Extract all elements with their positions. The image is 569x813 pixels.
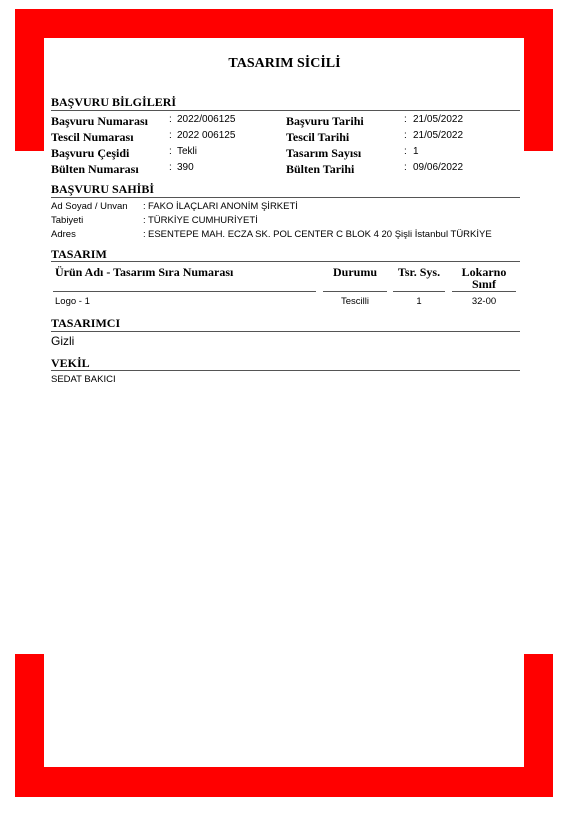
colon: :: [143, 215, 146, 226]
value-basvuru-numarasi: 2022/006125: [177, 114, 236, 125]
column-underline: [393, 291, 445, 292]
colon: :: [404, 146, 407, 157]
section-heading-basvuru-bilgileri: BAŞVURU BİLGİLERİ: [51, 95, 177, 109]
colon: :: [404, 162, 407, 173]
value-tescil-numarasi: 2022 006125: [177, 130, 236, 141]
colon: :: [143, 229, 146, 240]
colon: :: [169, 114, 172, 125]
label-bulten-numarasi: Bülten Numarası: [51, 162, 139, 176]
colon: :: [404, 114, 407, 125]
column-underline: [452, 291, 516, 292]
value-bulten-tarihi: 09/06/2022: [413, 162, 464, 173]
colon: :: [169, 146, 172, 157]
section-rule: [51, 197, 520, 198]
label-tescil-numarasi: Tescil Numarası: [51, 130, 134, 144]
section-heading-vekil: VEKİL: [51, 356, 90, 370]
section-rule: [51, 370, 520, 371]
cell-tsr-sys: 1: [416, 296, 422, 307]
column-header-urun-adi: Ürün Adı - Tasarım Sıra Numarası: [55, 265, 234, 279]
colon: :: [404, 130, 407, 141]
section-heading-tasarim: TASARIM: [51, 247, 107, 261]
value-bulten-numarasi: 390: [177, 162, 194, 173]
cell-urun-adi: Logo - 1: [55, 296, 90, 307]
frame-bottom-left: [15, 654, 44, 797]
section-heading-tasarimci: TASARIMCI: [51, 316, 121, 330]
value-adres: ESENTEPE MAH. ECZA SK. POL CENTER C BLOK 4 20 Şişli İstanbul TÜRKİYE: [148, 229, 492, 240]
colon: :: [143, 201, 146, 212]
cell-durumu: Tescilli: [341, 296, 369, 307]
column-header-tsr-sys: Tsr. Sys.: [397, 265, 441, 279]
frame-top-left: [15, 9, 44, 151]
label-tabiyeti: Tabiyeti: [51, 215, 84, 226]
frame-bottom-right: [524, 654, 553, 797]
frame-top-bar: [15, 9, 553, 38]
label-bulten-tarihi: Bülten Tarihi: [286, 162, 355, 176]
colon: :: [169, 130, 172, 141]
section-rule: [51, 331, 520, 332]
value-basvuru-tarihi: 21/05/2022: [413, 114, 464, 125]
value-tabiyeti: TÜRKİYE CUMHURİYETİ: [148, 215, 258, 226]
value-vekil: SEDAT BAKICI: [51, 374, 116, 385]
section-rule: [51, 110, 520, 111]
colon: :: [169, 162, 172, 173]
value-tasarim-sayisi: 1: [413, 146, 419, 157]
label-adres: Adres: [51, 229, 76, 240]
column-header-sinif: Sınıf: [471, 277, 496, 291]
label-ad-soyad: Ad Soyad / Unvan: [51, 201, 128, 212]
column-underline: [323, 291, 387, 292]
column-underline: [53, 291, 316, 292]
section-heading-basvuru-sahibi: BAŞVURU SAHİBİ: [51, 182, 155, 196]
column-header-lokarno: Lokarno: [461, 265, 507, 279]
label-tasarim-sayisi: Tasarım Sayısı: [286, 146, 362, 160]
section-rule: [51, 261, 520, 262]
label-basvuru-numarasi: Başvuru Numarası: [51, 114, 149, 128]
label-basvuru-tarihi: Başvuru Tarihi: [286, 114, 364, 128]
label-basvuru-cesidi: Başvuru Çeşidi: [51, 146, 130, 160]
column-header-durumu: Durumu: [332, 265, 377, 279]
value-ad-soyad: FAKO İLAÇLARI ANONİM ŞİRKETİ: [148, 201, 298, 212]
value-tasarimci: Gizli: [51, 334, 75, 348]
frame-top-right: [524, 9, 553, 151]
value-tescil-tarihi: 21/05/2022: [413, 130, 464, 141]
label-tescil-tarihi: Tescil Tarihi: [286, 130, 350, 144]
document-title: TASARIM SİCİLİ: [228, 56, 341, 71]
cell-lokarno: 32-00: [471, 296, 497, 307]
frame-bottom-bar: [15, 767, 553, 797]
value-basvuru-cesidi: Tekli: [177, 146, 198, 157]
